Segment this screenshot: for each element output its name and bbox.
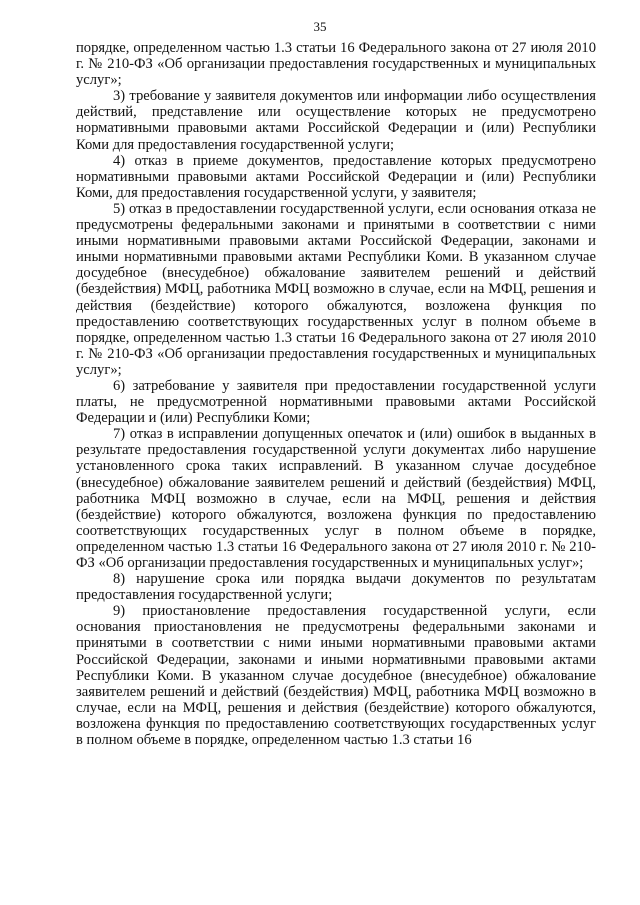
list-item-3: 3) требование у заявителя документов или информации либо осуществления действий, представление или осуществление которых не предусмотрено нормативными правовыми актами Российской Федерации и (или) Республики Коми для предоставления государственной услуги; <box>76 88 596 153</box>
list-item-5: 5) отказ в предоставлении государственной услуги, если основания отказа не предусмотрены федеральными законами и принятыми в соответствии с ними иными нормативными правовыми актами Российской Федерации, законами и иными нормативными правовыми актами Республики Коми. В указанном случае досудебное (внесудебное) обжалование заявителем решений и действий (бездействия) МФЦ, работника МФЦ возможно в случае, если на МФЦ, решения и действия (бездействие) которого обжалуются, возложена функция по предоставлению соответствующих государственных услуг в полном объеме в порядке, определенном частью 1.3 статьи 16 Федерального закона от 27 июля 2010 г. № 210-ФЗ «Об организации предоставления государственных и муниципальных услуг»; <box>76 200 596 378</box>
page-number: 35 <box>313 19 327 34</box>
document-body <box>76 40 596 748</box>
list-item-4: 4) отказ в приеме документов, предоставление которых предусмотрено нормативными правовыми актами Российской Федерации и (или) Республики Коми, для предоставления государственной услуги, у заявителя; <box>76 152 596 201</box>
list-item-8: 8) нарушение срока или порядка выдачи документов по результатам предоставления государственной услуги; <box>76 571 596 604</box>
paragraph-continuation: порядке, определенном частью 1.3 статьи 16 Федерального закона от 27 июля 2010 г. № 210-ФЗ «Об организации предоставления государственных и муниципальных услуг»; <box>76 40 596 89</box>
list-item-6: 6) затребование у заявителя при предоставлении государственной услуги платы, не предусмотренной нормативными правовыми актами Российской Федерации и (или) Республики Коми; <box>76 377 596 427</box>
list-item-7: 7) отказ в исправлении допущенных опечаток и (или) ошибок в выданных в результате предоставления государственной услуги документах либо нарушение установленного срока таких исправлений. В указанном случае досудебное (внесудебное) обжалование заявителем решений и действий (бездействия) МФЦ, работника МФЦ возможно в случае, если на МФЦ, решения и действия (бездействие) которого обжалуются, возложена функция по предоставлению соответствующих государственных услуг в полном объеме в порядке, определенном частью 1.3 статьи 16 Федерального закона от 27 июля 2010 г. № 210-ФЗ «Об организации предоставления государственных и муниципальных услуг»; <box>76 426 596 571</box>
list-item-9: 9) приостановление предоставления государственной услуги, если основания приостановления не предусмотрены федеральными законами и принятыми в соответствии с ними иными нормативными правовыми актами Российской Федерации, законами и иными нормативными правовыми актами Республики Коми. В указанном случае досудебное (внесудебное) обжалование заявителем решений и действий (бездействия) МФЦ, работника МФЦ возможно в случае, если на МФЦ, решения и действия (бездействие) которого обжалуются, возложена функция по предоставлению соответствующих государственных услуг в полном объеме в порядке, определенном частью 1.3 статьи 16 <box>76 603 596 749</box>
